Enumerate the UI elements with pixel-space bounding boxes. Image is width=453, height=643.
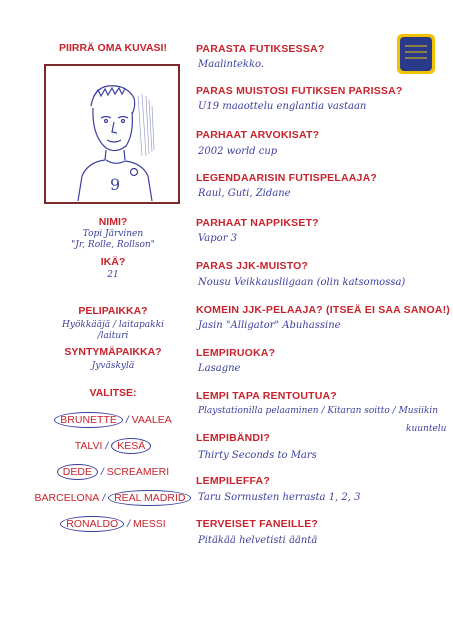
birthplace-label: SYNTYMÄPAIKKA? bbox=[64, 346, 162, 358]
question-relax: LEMPI TAPA RENTOUTUA? bbox=[196, 390, 337, 402]
choice-player: RONALDO / MESSI bbox=[20, 518, 206, 530]
choice-option-selected: RONALDO bbox=[60, 516, 124, 532]
position-value-2: /laituri bbox=[97, 331, 129, 341]
question-best-tournament: PARHAAT ARVOKISAT? bbox=[196, 129, 320, 141]
position-value: Hyökkääjä / laitapakki bbox=[62, 320, 164, 330]
answer-favourite-food: Lasagne bbox=[198, 363, 241, 374]
choice-option: BARCELONA bbox=[34, 492, 100, 504]
choice-option: MESSI bbox=[133, 518, 166, 530]
question-best-memory: PARAS MUISTOSI FUTIKSEN PARISSA? bbox=[196, 85, 403, 97]
choice-shot: DEDE / SCREAMERI bbox=[20, 466, 206, 478]
choice-season: TALVI / KESÄ bbox=[20, 440, 206, 452]
answer-boots: Vapor 3 bbox=[198, 233, 238, 244]
choice-club: BARCELONA / REAL MADRID bbox=[20, 492, 206, 504]
question-handsome-player: KOMEIN JJK-PELAAJA? (ITSEÄ EI SAA SANOA!) bbox=[196, 304, 450, 316]
choice-option: VAALEA bbox=[131, 414, 172, 426]
choice-option: TALVI bbox=[74, 440, 103, 452]
question-movie: LEMPILEFFA? bbox=[196, 475, 270, 487]
answer-jjk-memory: Nousu Veikkausliigaan (olin katsomossa) bbox=[198, 277, 406, 288]
choice-option-selected: REAL MADRID bbox=[108, 490, 191, 506]
answer-legend: Raul, Guti, Zidane bbox=[198, 188, 291, 199]
answer-best-memory: U19 maaottelu englantia vastaan bbox=[198, 101, 367, 112]
answer-band: Thirty Seconds to Mars bbox=[198, 450, 317, 461]
question-band: LEMPIBÄNDI? bbox=[196, 432, 270, 444]
question-jjk-memory: PARAS JJK-MUISTO? bbox=[196, 260, 309, 272]
choice-hair: BRUNETTE / VAALEA bbox=[20, 414, 206, 426]
age-value: 21 bbox=[107, 270, 119, 280]
question-legend: LEGENDAARISIN FUTISPELAAJA? bbox=[196, 172, 377, 184]
jjk-logo bbox=[393, 30, 439, 78]
answer-best-in-football: Maalintekko. bbox=[198, 59, 265, 70]
question-greetings: TERVEISET FANEILLE? bbox=[196, 518, 319, 530]
choice-option-selected: KESÄ bbox=[111, 438, 151, 454]
answer-handsome-player: Jasin "Alligator" Abuhassine bbox=[198, 320, 341, 331]
portrait-drawing bbox=[46, 66, 177, 201]
portrait-frame bbox=[44, 64, 180, 204]
choose-label: VALITSE: bbox=[89, 387, 137, 399]
name-value: Topi Järvinen bbox=[82, 229, 144, 239]
question-best-in-football: PARASTA FUTIKSESSA? bbox=[196, 43, 325, 55]
age-label: IKÄ? bbox=[100, 256, 126, 268]
answer-greetings: Pitäkää helvetisti ääntä bbox=[198, 535, 318, 546]
question-boots: PARHAAT NAPPIKSET? bbox=[196, 217, 319, 229]
choice-option-selected: BRUNETTE bbox=[54, 412, 123, 428]
birthplace-value: Jyväskylä bbox=[91, 361, 135, 371]
answer-best-tournament: 2002 world cup bbox=[198, 146, 278, 157]
position-label: PELIPAIKKA? bbox=[78, 305, 148, 317]
name-label: NIMI? bbox=[98, 216, 128, 228]
answer-relax-cont: kuuntelu bbox=[406, 424, 447, 434]
nickname-value: "Jr, Rolle, Rollson" bbox=[71, 240, 155, 250]
draw-title: PIIRRÄ OMA KUVASI! bbox=[59, 42, 167, 54]
shirt-number: 9 bbox=[110, 175, 121, 194]
choice-option-selected: DEDE bbox=[57, 464, 98, 480]
question-favourite-food: LEMPIRUOKA? bbox=[196, 347, 276, 359]
answer-movie: Taru Sormusten herrasta 1, 2, 3 bbox=[198, 492, 361, 503]
answer-relax: Playstationilla pelaaminen / Kitaran soitto / Musiikin bbox=[198, 406, 439, 416]
choice-option: SCREAMERI bbox=[106, 466, 170, 478]
